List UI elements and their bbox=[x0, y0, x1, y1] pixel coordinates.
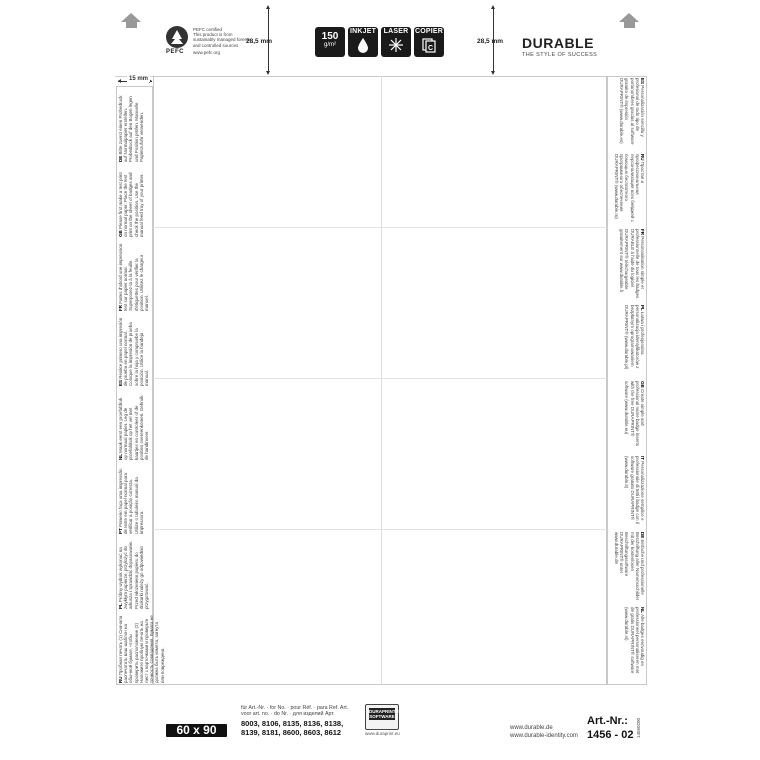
dimension-right-label: 28,5 mm bbox=[477, 38, 504, 45]
art-header-2: voor art. no. · do Nr. · для изделий Арт. bbox=[241, 711, 335, 717]
svg-text:C: C bbox=[428, 45, 434, 52]
row-divider-3 bbox=[153, 529, 607, 530]
right-note-gb: GB Create simple and professional name badge inserts with the free DURAPRINT® software (www.durable.eu) bbox=[624, 380, 645, 446]
pefc-certified: PEFC certified bbox=[193, 27, 223, 32]
paper-weight-badge: 150 g/m² bbox=[315, 27, 345, 57]
laser-badge: LASER bbox=[381, 27, 411, 57]
laser-starburst-icon bbox=[388, 37, 404, 53]
feed-direction-arrow-left-icon bbox=[121, 13, 141, 28]
software-url: www.duraprint.eu bbox=[365, 731, 400, 736]
article-number-block bbox=[587, 715, 633, 741]
left-note-de: DE Bitte zuerst einen Probedruck auf Normalpapier erstellen. Probedruck auf den Bogen legen und Position prüfen. Manuelle Papierzufuhr verwenden. bbox=[118, 95, 144, 163]
art-header-1: für Art.-Nr. · for No. · pour Réf. · para Ref. Art. bbox=[241, 705, 349, 711]
margin-label: 15 mm bbox=[129, 76, 149, 82]
durable-urls bbox=[510, 725, 578, 740]
pefc-url: www.pefc.org bbox=[193, 49, 221, 55]
artnr-value: 1456 - 02 bbox=[587, 729, 634, 741]
feed-direction-arrow-right-icon bbox=[619, 13, 639, 28]
pefc-block bbox=[166, 26, 256, 66]
column-divider bbox=[381, 76, 382, 685]
brand-name: DURABLE bbox=[522, 35, 594, 51]
left-note-pt: PT Primeiro faça uma impressão de teste em papel normal para verificar a posição correcta. Utilize o tabuleiro manual da impressora. bbox=[118, 468, 144, 535]
right-note-es: ES Personalización sencilla y profesional de todo tipo de portanombres gracias al software gratuito de impresión DURAPRINT® (www.durable.es) bbox=[619, 78, 645, 145]
left-note-nl: NL Maak eerst een proefafdruk op normaal papier. Leg de proefafdruk op het vel met kaartjes en controleer of de posities overeenkomen. Gebruik de handinvoer. bbox=[118, 395, 150, 460]
url-2: www.durable-identity.com bbox=[510, 732, 578, 739]
right-note-it: IT Personalizzazione semplice e professionale di tutti i badge con il software gratuito DURAPRINT® (www.durable.it) bbox=[624, 456, 645, 524]
article-numbers-block bbox=[241, 705, 366, 737]
side-code: 14560200 bbox=[636, 717, 641, 738]
row-divider-2 bbox=[153, 378, 607, 379]
right-note-pl: PL Łatwa i profesjonalna personalizacja identyfikatorów z bezpłatnym oprogramowaniem DURAPRINT® (www.durable.pl) bbox=[624, 304, 645, 370]
right-note-de: DE Einfache und professionelle Beschriftung aller Namensschilder mit der kostenlosen Beschriftungssoftware DURAPRINT® unter www.durable.de bbox=[613, 531, 645, 601]
durable-logo bbox=[522, 35, 612, 58]
pefc-line2: sustainably managed forests bbox=[193, 37, 251, 43]
pefc-tree-icon bbox=[166, 26, 188, 48]
copier-pages-icon bbox=[421, 37, 437, 53]
card-grid bbox=[153, 76, 607, 685]
right-note-nl: NL Alle badges eenvoudig en professioneel personaliseren met de gratis DURAPRINT® software (www.durable.nl) bbox=[624, 607, 645, 674]
pefc-line3: and controlled sources bbox=[193, 42, 239, 48]
brand-slogan: THE STYLE OF SUCCESS bbox=[522, 52, 598, 58]
duraprint-software-badge: DURAPRINT® SOFTWARE bbox=[365, 704, 399, 730]
pefc-logo-text: PEFC bbox=[166, 49, 185, 55]
art-numbers-1: 8003, 8106, 8135, 8136, 8138, bbox=[241, 719, 344, 728]
right-note-ru: RU Простая и профессиональная персонализация всех бейджей с помощью бесплатного программного обеспечения DURAPRINT® (www.durable.ru) bbox=[613, 153, 645, 222]
url-1: www.durable.de bbox=[510, 725, 553, 731]
size-badge: 60 x 90 mm bbox=[166, 724, 227, 737]
left-note-fr: FR Faites d'abord une impression test sur papier normal. Superposez-la à la feuille d'étiquettes pour vérifier la position. Utilisez le chargeur manuel. bbox=[118, 243, 150, 312]
ink-drop-icon bbox=[356, 37, 370, 53]
pefc-line1: This product is from bbox=[193, 32, 233, 38]
dimension-left-label: 28,5 mm bbox=[246, 38, 273, 45]
left-note-es: ES Realice primero una impresión de prueba en papel normal. Coloque la impresión de prueba sobre la hoja y compruebe la posición. Utilice la bandeja manual. bbox=[118, 317, 150, 386]
inkjet-badge: INKJET bbox=[348, 27, 378, 57]
art-numbers-2: 8139, 8181, 8600, 8603, 8612 bbox=[241, 728, 342, 737]
left-note-pl: PL Próbny wydruk wykonać na zwykłym papierze, przyłożyć do arkusza i sprawdzić dopasowanie. Przed włożeniem papieru do drukarki należy go odpowiednio przygotować. bbox=[118, 540, 150, 609]
artnr-label: Art.-Nr.: bbox=[587, 715, 628, 727]
left-note-gb: GB Please first make a test print on normal paper. Place the test print on the sheet of badges and check the position. Use the manual feed tray of your printer. bbox=[118, 171, 144, 237]
copier-badge: COPIER C bbox=[414, 27, 444, 57]
row-divider-1 bbox=[153, 227, 607, 228]
right-note-fr: FR Personnalisation simple et professionnelle de tous les badges DURABLE à l'aide du logiciel DURAPRINT® téléchargeable gratuitement sur www.durable.fr bbox=[619, 229, 645, 299]
left-note-ru: RU Пробная печать (1) Сначала распечатать ваш шаблон на обычной бумаге, чтобы проверить расположение (2) Наложите пробную печать на лист с карточками и проверьте точность совпадения. Бумага не должна быть измята, загнута или повреждена. bbox=[118, 615, 165, 683]
